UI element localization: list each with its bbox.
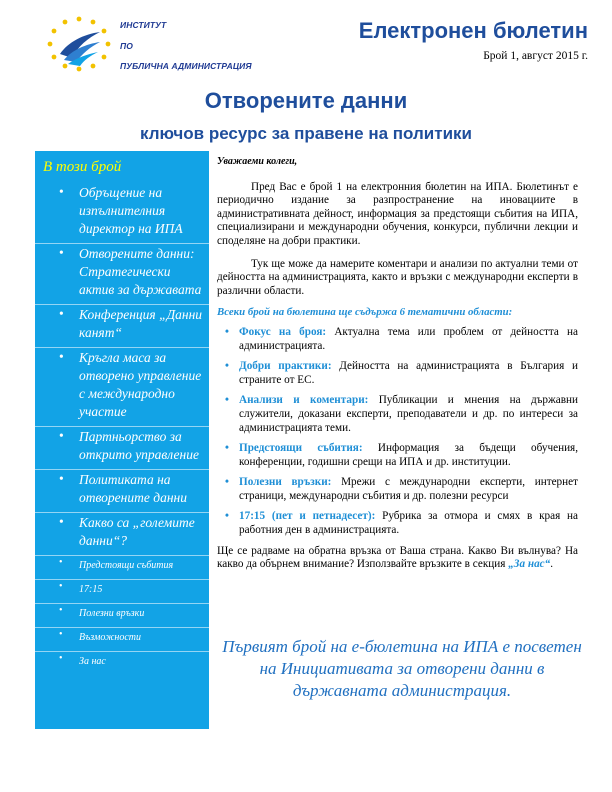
toc-item[interactable]: • Възможности	[35, 627, 209, 651]
topic-item	[217, 394, 578, 435]
greeting: Уважаеми колеги,	[217, 156, 298, 167]
toc-item[interactable]: • Отворените данни: Стратегически актив за държавата	[35, 243, 209, 304]
institute-line: ИНСТИТУТ	[120, 20, 167, 30]
topic-text: Информация за бъдещи обучения, конференции, годишни срещи на ИПА и др. институции.	[239, 442, 578, 468]
institute-line: ПУБЛИЧНА АДМИНИСТРАЦИЯ	[120, 61, 252, 71]
topic-item	[217, 476, 578, 503]
topic-item	[217, 442, 578, 469]
toc-item[interactable]: • Полезни връзки	[35, 603, 209, 627]
topic-name: Предстоящи събития:	[239, 442, 363, 455]
bulletin-title: Електронен бюлетин	[358, 18, 588, 43]
topic-text: Мрежи с международни експерти, интернет страници, международни събития и др. полезни ресурси	[239, 476, 578, 502]
intro-paragraph: Тук ще може да намерите коментари и анализи по актуални теми от дейността на администрацията, както и връзки с международни експерти в различни области.	[217, 257, 578, 297]
topics-heading: Всеки брой на бюлетина ще съдържа 6 тематични области:	[217, 306, 513, 319]
closing-text: Ще се радваме на обратна връзка от Ваша страна. Какво Ви вълнува? На какво да обърнем внимание? Използвайте връзките в секция	[217, 544, 578, 571]
issue-line: Брой 1, август 2015 г.	[483, 50, 588, 62]
topic-text: Дейността на администрацията в България и страните от ЕС.	[239, 360, 578, 386]
topic-text: Актуална тема или проблем от дейността на администрацията.	[239, 325, 578, 352]
toc-item[interactable]: • Политиката на отворените данни	[35, 469, 209, 512]
callout-quote: Първият брой на е-бюлетина на ИПА е посветен на Инициативата за отворени данни в държавната администрация.	[222, 637, 582, 700]
topic-text: Рубрика за отмора и смях в края на работния ден в администрацията.	[239, 510, 578, 537]
toc-item[interactable]: • Какво са „големите данни“?	[35, 512, 209, 555]
topics-list	[217, 326, 578, 538]
toc-item[interactable]: • Партньорство за открито управление	[35, 426, 209, 469]
topic-name: Полезни връзки:	[239, 476, 332, 489]
toc-item[interactable]: • За нас	[35, 651, 209, 675]
topic-name: Анализи и коментари:	[239, 394, 369, 407]
toc-heading: В този брой	[43, 159, 122, 175]
intro-paragraph: Пред Вас е брой 1 на електронния бюлетин на ИПА. Бюлетинът е периодично издание за разпространение на иновациите в административната дейност, информация за предстоящи събития на ИПА, специализирани и международни обучения, конкурси, публични лекции и споделяне на добри практики.	[217, 180, 578, 247]
toc-item[interactable]: • Кръгла маса за отворено управление с международно участие	[35, 347, 209, 426]
article-body	[217, 155, 578, 572]
about-us-link[interactable]: „За нас“	[508, 558, 551, 571]
toc-item[interactable]: • 17:15	[35, 579, 209, 603]
topic-item	[217, 326, 578, 353]
institute-line: ПО	[120, 41, 133, 51]
closing-end: .	[550, 558, 554, 571]
topic-text: Публикации и мнения на държавни служители, доказани експерти, преподаватели и др. по интереси за администрацията теми.	[239, 394, 578, 434]
closing-paragraph	[217, 545, 578, 572]
toc-list	[35, 183, 209, 675]
topic-item	[217, 510, 578, 537]
ipa-logo	[38, 14, 120, 74]
toc-item[interactable]: • Обръщение на изпълнителния директор на ИПА	[35, 183, 209, 243]
topic-name: Добри практики:	[239, 360, 332, 373]
topic-name: Фокус на броя:	[239, 325, 327, 338]
toc-item[interactable]: • Предстоящи събития	[35, 555, 209, 579]
topic-item	[217, 360, 578, 387]
toc-item[interactable]: • Конференция „Данни канят“	[35, 304, 209, 347]
table-of-contents-sidebar	[35, 151, 209, 729]
sub-title: ключов ресурс за правене на политики	[140, 124, 472, 143]
topic-name: 17:15 (пет и петнадесет):	[239, 510, 376, 523]
main-title: Отворените данни	[204, 88, 408, 113]
